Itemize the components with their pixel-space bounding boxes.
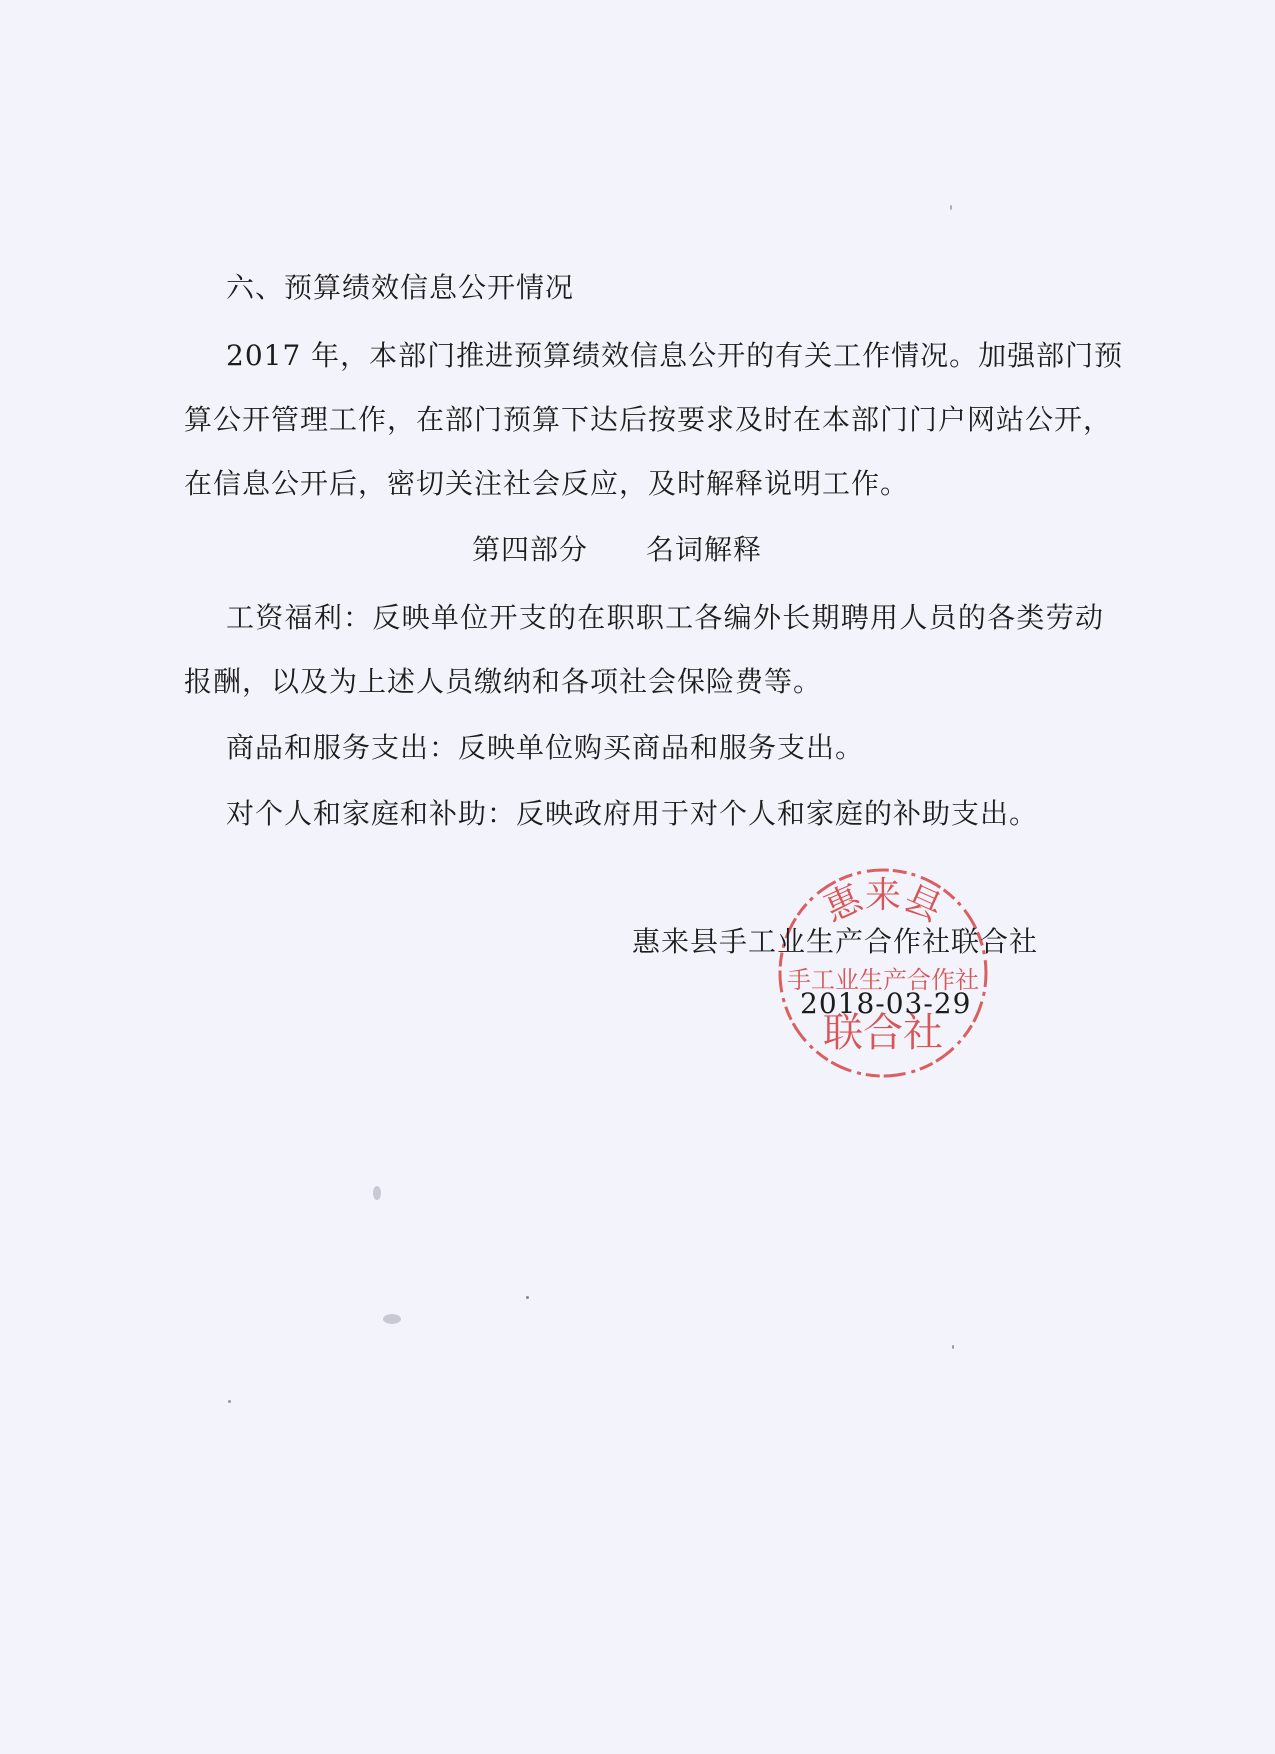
scan-speck [373, 1186, 381, 1200]
scan-speck [526, 1296, 529, 1299]
signature-date: 2018-03-29 [800, 987, 972, 1020]
signature-organization: 惠来县手工业生产合作社联合社 [632, 925, 1039, 958]
seal-text-bottom: 联合社 [823, 1010, 943, 1056]
seal-text-middle: 手工业生产合作社 [787, 966, 979, 994]
paragraph-line-2: 算公开管理工作，在部门预算下达后按要求及时在本部门门户网站公开， [184, 403, 1113, 436]
part-title: 第四部分 名词解释 [472, 533, 763, 566]
section-heading: 六、预算绩效信息公开情况 [226, 271, 575, 304]
definition-wages-line-1: 工资福利：反映单位开支的在职职工各编外长期聘用人员的各类劳动 [226, 601, 1104, 634]
scan-speck [952, 1345, 954, 1349]
scan-speck [383, 1314, 401, 1324]
official-seal-stamp [768, 858, 998, 1088]
paragraph-line-3: 在信息公开后，密切关注社会反应，及时解释说明工作。 [184, 467, 910, 500]
paragraph-line-1: 2017 年，本部门推进预算绩效信息公开的有关工作情况。加强部门预 [226, 339, 1124, 372]
definition-subsidies: 对个人和家庭和补助：反映政府用于对个人和家庭的补助支出。 [226, 797, 1039, 830]
definition-goods-services: 商品和服务支出：反映单位购买商品和服务支出。 [226, 731, 865, 764]
seal-text-top: 惠来县 [818, 875, 948, 931]
scan-speck [228, 1400, 231, 1403]
definition-wages-line-2: 报酬，以及为上述人员缴纳和各项社会保险费等。 [184, 665, 823, 698]
scan-speck [950, 205, 952, 210]
